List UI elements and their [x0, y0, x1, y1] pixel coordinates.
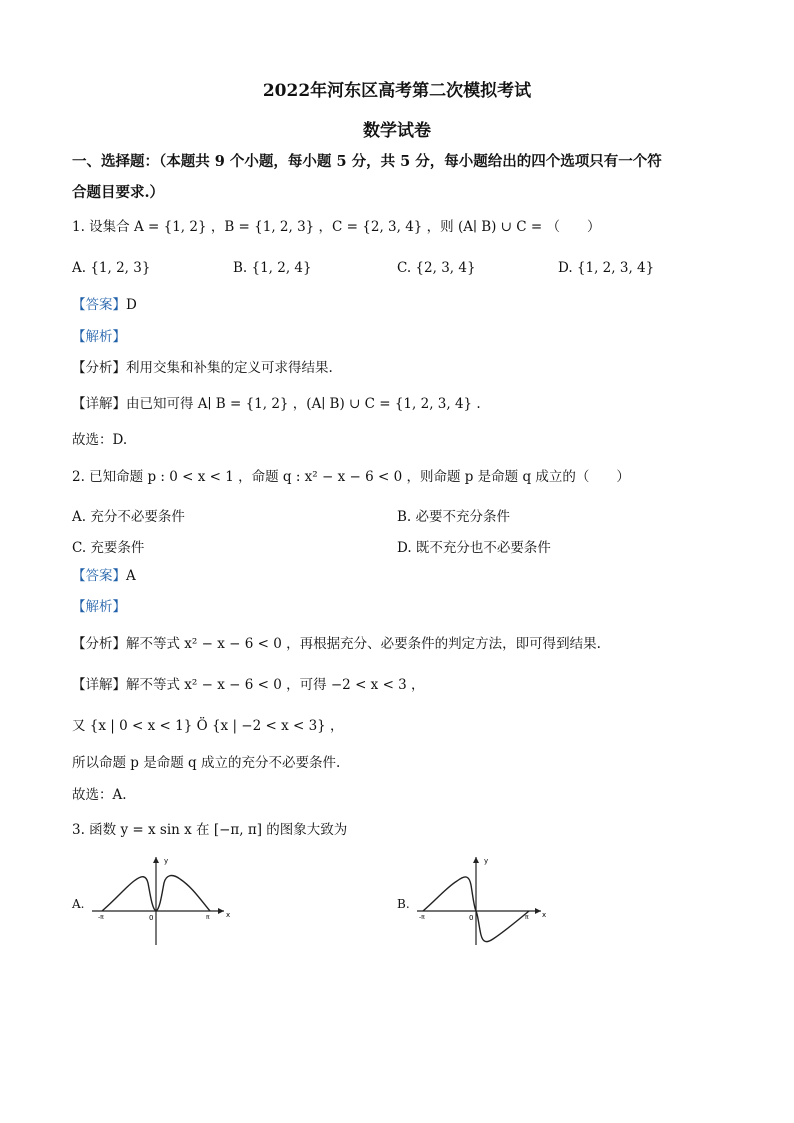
q1-option-a: A. {1, 2, 3}	[72, 260, 151, 276]
q3-graph-b	[413, 853, 548, 948]
axis-label-x: x	[542, 911, 547, 919]
q2-conclusion: 故选：A.	[72, 787, 127, 803]
q1-fenxi	[72, 359, 333, 377]
q1-option-d: D. {1, 2, 3, 4}	[558, 260, 655, 276]
section-heading-line2: 合题目要求.）	[72, 184, 165, 201]
q1-analysis-tag	[72, 328, 126, 346]
answer-tag: 【答案】	[72, 568, 126, 584]
q3-option-b-label: B.	[397, 897, 410, 911]
answer-value: A	[126, 568, 136, 584]
q2-line4: 所以命题 p 是命题 q 成立的充分不必要条件.	[72, 755, 341, 771]
q2-answer	[72, 567, 136, 585]
section-heading-line1: 一、选择题：（本题共 9 个小题，每小题 5 分，共 5 分，每小题给出的四个选项只有一个符	[72, 153, 662, 170]
analysis-tag: 【解析】	[72, 329, 126, 345]
pos-pi-label: π	[525, 914, 529, 921]
q1-xiangjie	[72, 395, 481, 413]
q1-option-b: B. {1, 2, 4}	[233, 260, 312, 276]
axis-label-x: x	[226, 911, 231, 919]
xiangjie-tag: 【详解】	[72, 677, 126, 693]
neg-pi-label: -π	[98, 914, 104, 921]
answer-tag: 【答案】	[72, 297, 126, 313]
q3-option-a-label: A.	[72, 897, 85, 911]
q1-answer	[72, 296, 137, 314]
fenxi-tag: 【分析】	[72, 360, 126, 376]
origin-label: 0	[149, 914, 154, 922]
origin-label: 0	[469, 914, 474, 922]
fenxi-text: 利用交集和补集的定义可求得结果.	[126, 360, 333, 376]
page-title: 2022年河东区高考第二次模拟考试	[262, 81, 532, 101]
q2-line3: 又 {x | 0 < x < 1} Ö {x | −2 < x < 3} ，	[72, 718, 344, 734]
q3-stem: 3. 函数 y = x sin x 在 [−π, π] 的图象大致为	[72, 822, 348, 838]
q2-option-b: B. 必要不充分条件	[397, 509, 511, 525]
xiangjie-text: 由已知可得 A∣ B = {1, 2} ，(A∣ B) ∪ C = {1, 2, 3, 4} .	[126, 396, 481, 412]
q2-option-d: D. 既不充分也不必要条件	[397, 540, 551, 556]
xiangjie-text: 解不等式 x² − x − 6 < 0 ，可得 −2 < x < 3 ，	[126, 677, 425, 693]
q2-xiangjie	[72, 676, 425, 694]
answer-value: D	[126, 297, 137, 313]
q2-option-a: A. 充分不必要条件	[72, 509, 185, 525]
axis-label-y: y	[484, 857, 489, 865]
fenxi-tag: 【分析】	[72, 636, 126, 652]
q1-option-c: C. {2, 3, 4}	[397, 260, 476, 276]
q1-stem: 1. 设集合 A = {1, 2} ，B = {1, 2, 3} ，C = {2, 3, 4} ，则 (A∣ B) ∪ C = （ ）	[72, 219, 601, 235]
q2-fenxi	[72, 635, 601, 653]
y-axis-arrow	[473, 857, 479, 863]
x-axis-arrow	[535, 908, 541, 914]
q2-option-c: C. 充要条件	[72, 540, 145, 556]
xiangjie-tag: 【详解】	[72, 396, 126, 412]
q3-graph-a	[88, 853, 233, 948]
axis-label-y: y	[164, 857, 169, 865]
x-axis-arrow	[218, 908, 224, 914]
y-axis-arrow	[153, 857, 159, 863]
q1-conclusion: 故选：D.	[72, 432, 128, 448]
q2-analysis-tag	[72, 598, 126, 616]
page-subtitle: 数学试卷	[363, 121, 431, 141]
fenxi-text: 解不等式 x² − x − 6 < 0 ，再根据充分、必要条件的判定方法，即可得到结果.	[126, 636, 601, 652]
neg-pi-label: -π	[419, 914, 425, 921]
pos-pi-label: π	[206, 914, 210, 921]
q2-stem: 2. 已知命题 p : 0 < x < 1 ，命题 q : x² − x − 6 < 0 ，则命题 p 是命题 q 成立的（ ）	[72, 469, 630, 485]
analysis-tag: 【解析】	[72, 599, 126, 615]
